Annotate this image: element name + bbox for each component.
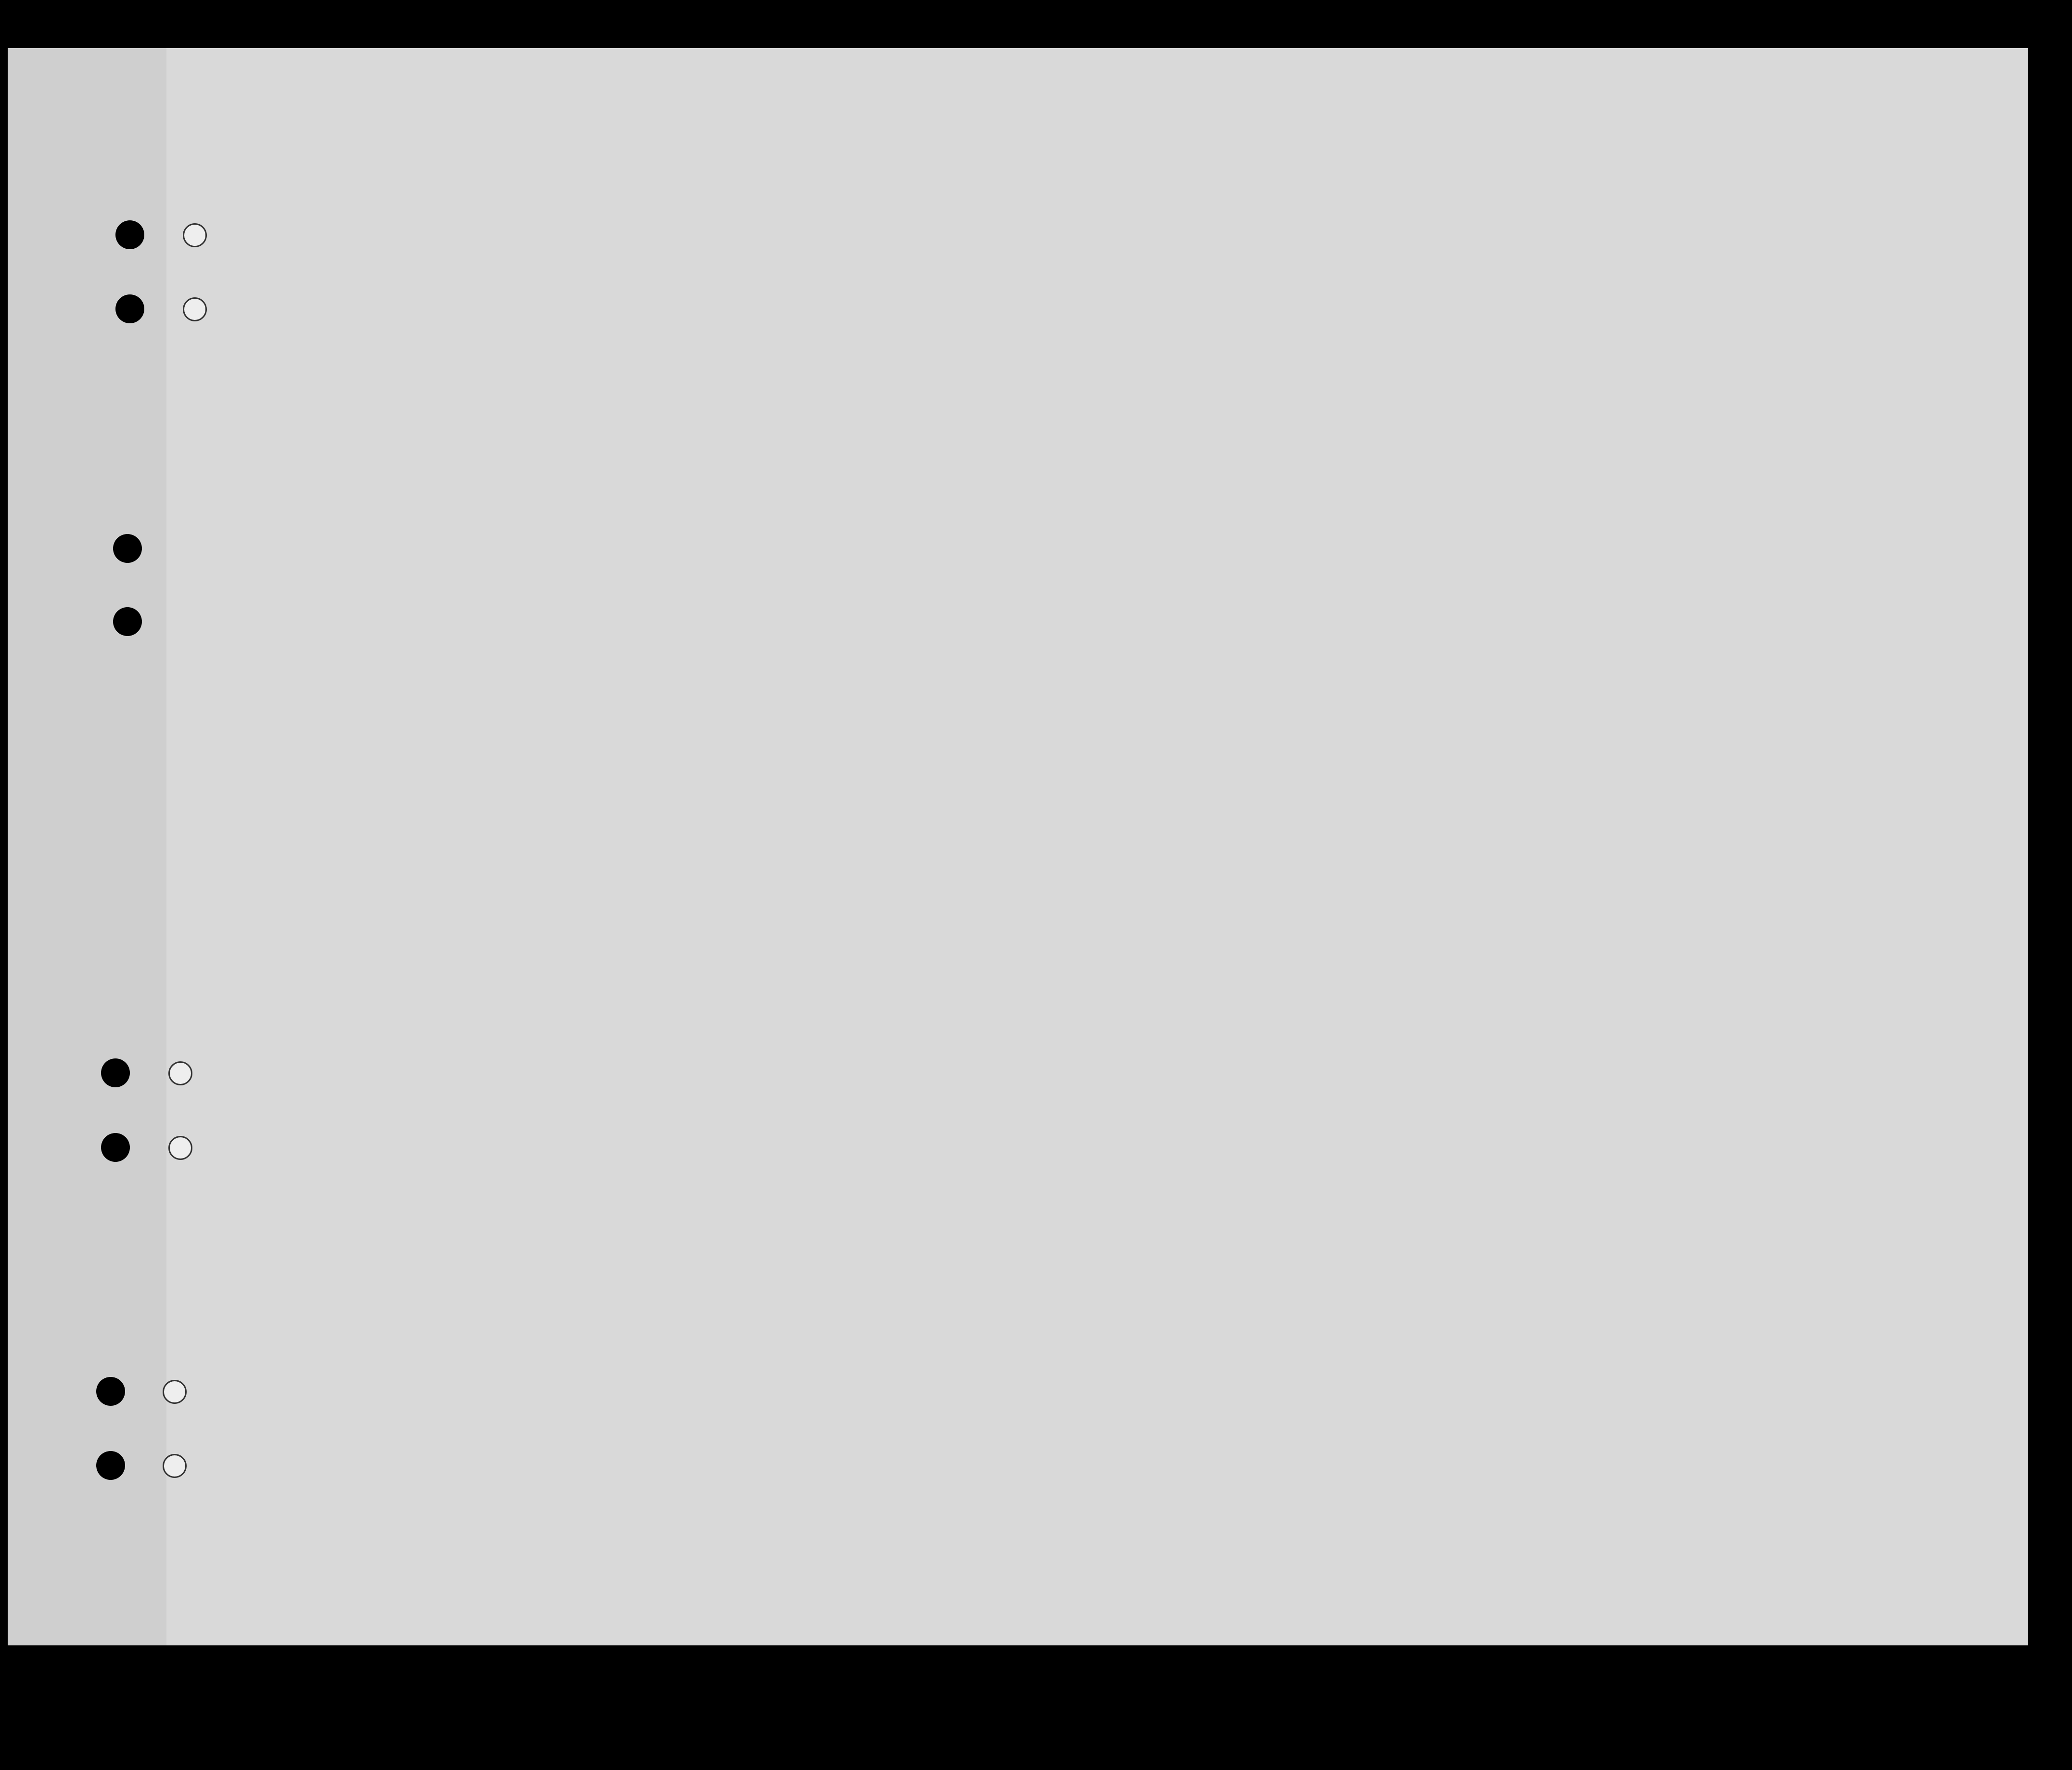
punch-hole [96,1451,125,1480]
punch-hole [183,297,207,321]
punch-hole [163,1380,187,1404]
punch-hole [101,1058,130,1087]
punch-hole [168,1061,192,1085]
punch-hole [101,1133,130,1162]
punch-hole [115,220,144,249]
punch-hole [113,534,142,563]
punch-hole [163,1454,187,1478]
punch-hole [96,1377,125,1406]
punch-hole [113,607,142,636]
punch-hole [183,223,207,247]
punch-hole [168,1136,192,1160]
punch-hole [115,294,144,323]
